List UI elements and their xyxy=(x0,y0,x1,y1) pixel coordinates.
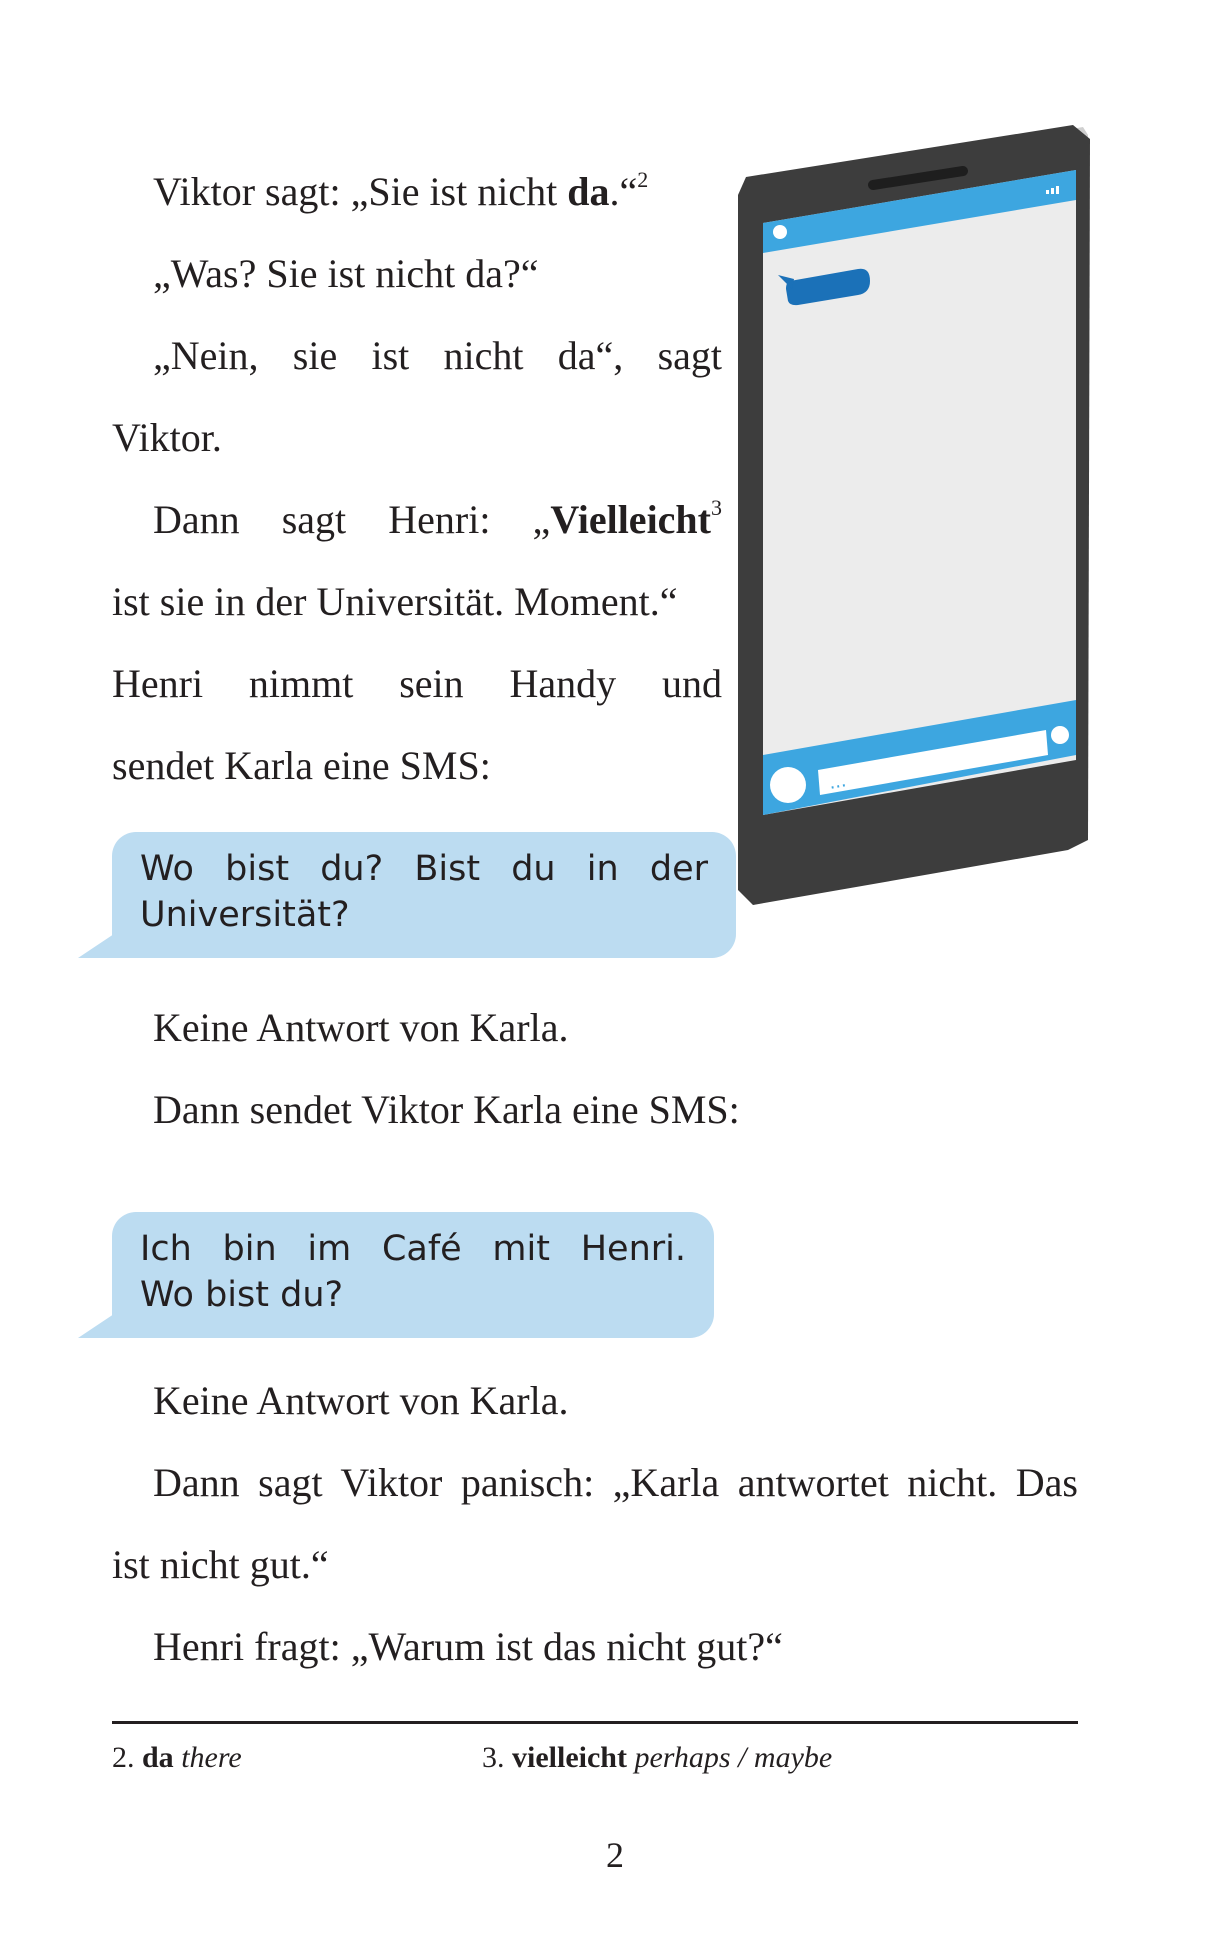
footnote-translation: there xyxy=(181,1741,242,1774)
attach-icon xyxy=(770,767,806,803)
paragraph-4-line-1 xyxy=(153,496,722,550)
bold-term: da xyxy=(567,169,610,214)
sms-line: Wo bist du? Bist du in der xyxy=(140,849,708,889)
footnote-number: 2. xyxy=(112,1741,135,1774)
footnote-number: 3. xyxy=(482,1741,505,1774)
paragraph-6: Dann sendet Viktor Karla eine SMS: xyxy=(153,1087,740,1132)
bold-term: Vielleicht xyxy=(550,497,711,542)
typing-indicator: ... xyxy=(827,770,848,794)
footnote-term: vielleicht xyxy=(512,1741,627,1774)
sms-bubble-2 xyxy=(112,1212,714,1338)
text: Viktor sagt: „Sie ist nicht xyxy=(153,169,568,214)
footnote-ref: 2 xyxy=(637,167,649,192)
paragraph-8-line-2: ist nicht gut.“ xyxy=(112,1542,329,1587)
paragraph-2: „Was? Sie ist nicht da?“ xyxy=(153,251,539,296)
footnote-2 xyxy=(112,1738,242,1778)
sms-line: Wo bist du? xyxy=(140,1275,344,1315)
paragraph-4-line-4: sendet Karla eine SMS: xyxy=(112,743,491,788)
paragraph-7: Keine Antwort von Karla. xyxy=(153,1378,569,1423)
footnote-3 xyxy=(482,1738,832,1778)
paragraph-3-line-1: „Nein, sie ist nicht da“, sagt xyxy=(153,333,722,378)
status-dot-icon xyxy=(773,225,787,239)
footnote-divider xyxy=(112,1721,1078,1724)
sms-bubble-1 xyxy=(112,832,736,958)
paragraph-4-line-2: ist sie in der Universität. Moment.“ xyxy=(112,579,678,624)
sms-line: Universität? xyxy=(140,895,350,935)
sms-line: Ich bin im Café mit Henri. xyxy=(140,1229,686,1269)
paragraph-1 xyxy=(153,168,648,222)
footnote-translation: perhaps / maybe xyxy=(634,1741,833,1774)
paragraph-5: Keine Antwort von Karla. xyxy=(153,1005,569,1050)
send-icon xyxy=(1051,726,1069,744)
page-number: 2 xyxy=(606,1835,624,1875)
text: .“ xyxy=(609,169,638,214)
footnote-ref: 3 xyxy=(711,495,722,520)
text: Dann sagt Henri: „ xyxy=(153,497,551,542)
paragraph-4-line-3: Henri nimmt sein Handy und xyxy=(112,661,722,706)
footnote-term: da xyxy=(142,1741,174,1774)
paragraph-3-line-2: Viktor. xyxy=(112,415,222,460)
smartphone-messaging-icon xyxy=(738,125,1098,915)
paragraph-9: Henri fragt: „Warum ist das nicht gut?“ xyxy=(153,1624,783,1669)
paragraph-8-line-1: Dann sagt Viktor panisch: „Karla antwortet nicht. Das xyxy=(153,1460,1078,1505)
